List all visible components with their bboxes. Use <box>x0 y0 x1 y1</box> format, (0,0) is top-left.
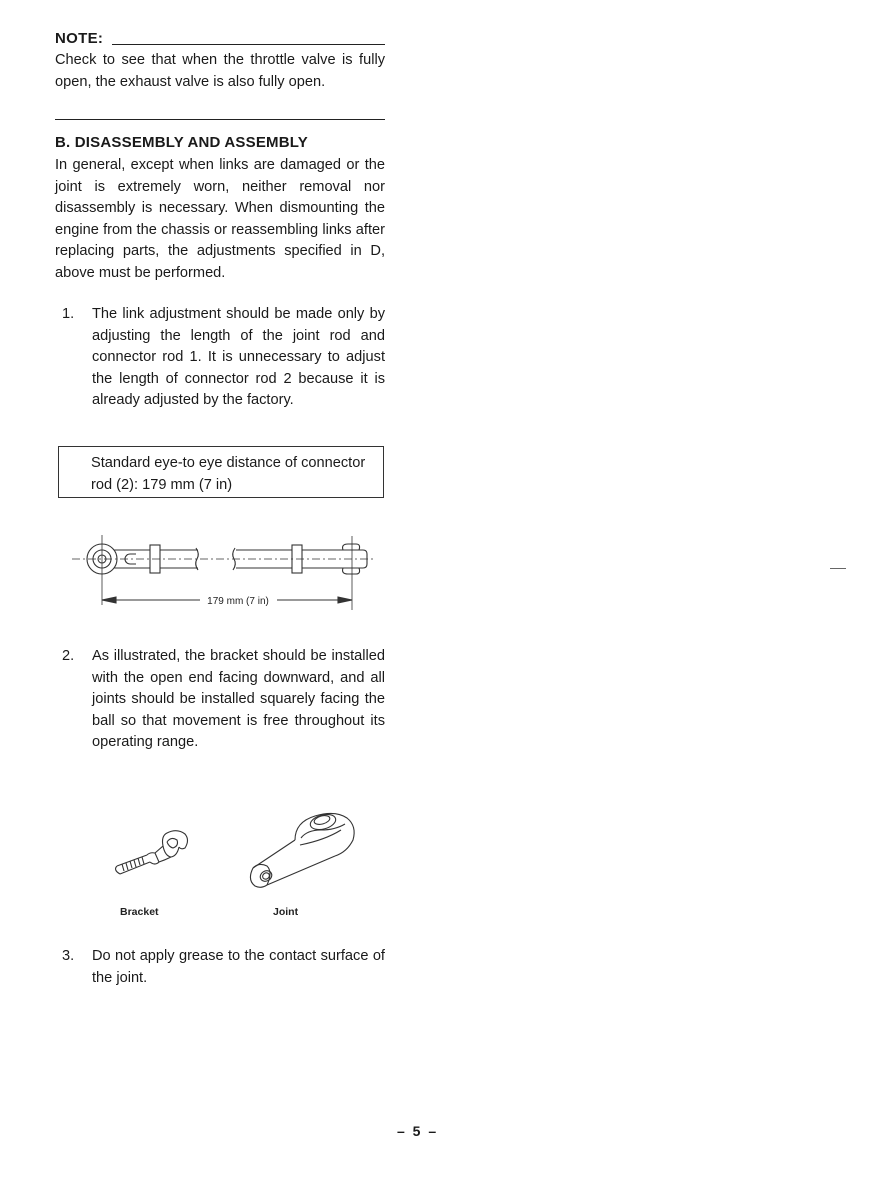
section-body: In general, except when links are damaged or the joint is extremely worn, neither removal nor disassembly is necessary. When dismounting the engine from the chassis or reassembling links after replacing parts, the adjustments specified in D, above must be performed. <box>55 157 385 281</box>
list-item-number: 1. <box>62 306 75 322</box>
list-item-number: 2. <box>62 648 75 664</box>
list-item-text: The link adjustment should be made only by adjusting the length of the joint rod and connector rod 1. It is unnecessary to adjust the length of connector rod 2 because it is already adjusted by the factory. <box>92 306 385 408</box>
bracket-drawing <box>116 831 188 874</box>
note-body: Check to see that when the throttle valve is fully open, the exhaust valve is also fully open. <box>55 52 385 90</box>
connector-rod-drawing <box>60 530 380 620</box>
right-end-bottom-lug <box>343 568 360 574</box>
list-item-number: 3. <box>62 948 75 964</box>
joint-drawing <box>250 812 354 887</box>
list-item-text: As illustrated, the bracket should be installed with the open end facing downward, and all joints should be installed squarely facing the ball so that movement is free throughout its operating range. <box>92 648 385 750</box>
note-rule-top <box>112 44 385 45</box>
right-end-top-lug <box>343 544 360 550</box>
margin-mark <box>830 568 846 569</box>
list-item-2 <box>55 646 385 754</box>
note-rule-bottom <box>55 119 385 120</box>
spec-box <box>58 446 384 498</box>
list-item-text: Do not apply grease to the contact surface of the joint. <box>92 948 385 986</box>
dimension-label: 179 mm (7 in) <box>207 596 269 607</box>
bracket-caption: Bracket <box>120 906 159 918</box>
connector-rod-diagram <box>60 530 380 620</box>
note-heading: NOTE: <box>55 30 104 47</box>
parts-drawing <box>95 800 385 900</box>
spec-text: Standard eye-to eye distance of connector rod (2): 179 mm (7 in) <box>91 455 366 493</box>
dimension-arrow-right <box>338 597 352 603</box>
list-item-3 <box>55 946 385 989</box>
dimension-arrow-left <box>102 597 116 603</box>
section-heading: B. DISASSEMBLY AND ASSEMBLY <box>55 134 308 151</box>
joint-caption: Joint <box>273 906 299 918</box>
page-number: – 5 – <box>397 1123 439 1139</box>
list-item-1 <box>55 304 385 412</box>
